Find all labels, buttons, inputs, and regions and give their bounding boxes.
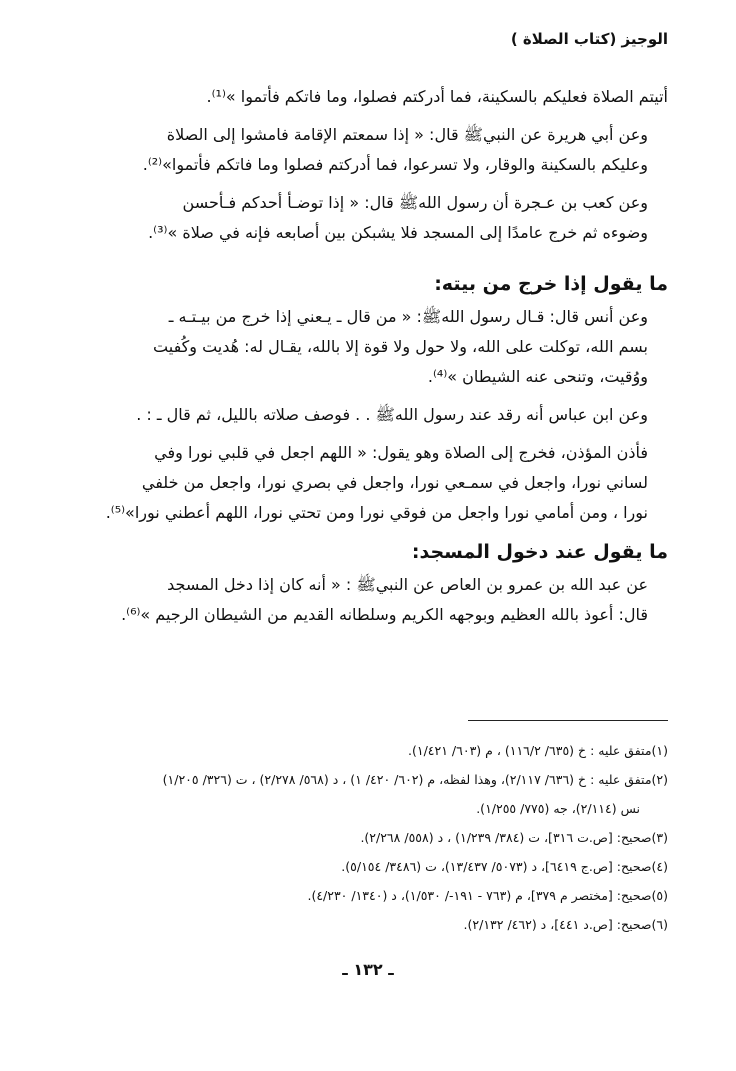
section-heading: ما يقول عند دخول المسجد: [411,541,668,563]
footnote-continuation: نس (٢/١١٤)، جه (٧٧٥/ ١/٢٥٥). [476,801,640,816]
paragraph [68,302,668,392]
text-line: ووُقيت، وتنحى عنه الشيطان »⁽⁴⁾. [427,367,648,386]
paragraph [68,82,668,112]
footnote: (١)متفق عليه : خ (٦٣٥/ ١١٦/٢) ، م (٦٠٣/ ١/٤٢١). [408,743,668,758]
text-line: وعن أبي هريرة عن النبيﷺ قال: « إذا سمعتم الإقامة فامشوا إلى الصلاة [166,125,648,144]
footnote: (٣)صحيح: [ص.ت ٣١٦]، ت (٣٨٤/ ١/٢٣٩) ، د (٥٥٨/ ٢/٢٦٨). [360,830,668,845]
paragraph [68,438,668,528]
text-line: عن عبد الله بن عمرو بن العاص عن النبيﷺ : « أنه كان إذا دخل المسجد [167,575,648,594]
text-line: وعن كعب بن عـجرة أن رسول اللهﷺ قال: « إذا توضـأ أحدكم فـأحسن [182,193,648,212]
text-line: قال: أعوذ بالله العظيم وبوجهه الكريم وسلطانه القديم من الشيطان الرجيم »⁽⁶⁾. [121,605,648,624]
footnote-separator [468,720,668,721]
text-line: وعن أنس قال: قـال رسول اللهﷺ: « من قال ـ يـعني إذا خرج من بيـتـه ـ [168,307,648,326]
paragraph [68,120,668,180]
footnote: (٥)صحيح: [مختصر م ٣٧٩]، م (٧٦٣ - ١٩١-/ ١/٥٣٠)، د (١٣٤٠/ ٤/٢٣٠). [307,888,668,903]
text-line: بسم الله، توكلت على الله، ولا حول ولا قوة إلا بالله، يقـال له: هُديت وكُفيت [153,337,648,356]
footnote: (٤)صحيح: [ص.ج ٦٤١٩]، د (٥٠٧٣/ ١٣/٤٣٧)، ت (٣٤٨٦/ ٥/١٥٤). [341,859,668,874]
main-text [68,82,668,638]
text-line: وعن ابن عباس أنه رقد عند رسول اللهﷺ . . فوصف صلاته بالليل، ثم قال ـ : . [136,405,648,424]
running-header: الوجيز (كتاب الصلاة ) [510,30,668,48]
text-line: أتيتم الصلاة فعليكم بالسكينة، فما أدركتم فصلوا، وما فاتكم فأتموا »⁽¹⁾. [206,87,668,106]
text-line: وضوءه ثم خرج عامدًا إلى المسجد فلا يشبكن بين أصابعه فإنه في صلاة »⁽³⁾. [148,223,648,242]
text-line: فأذن المؤذن، فخرج إلى الصلاة وهو يقول: « اللهم اجعل في قلبي نورا وفي [154,443,648,462]
text-line: لساني نورا، واجعل في سمـعي نورا، واجعل في بصري نورا، واجعل من خلفي [141,473,648,492]
footnote: (٦)صحيح: [ص.د ٤٤١]، د (٤٦٢/ ٢/١٣٢). [463,917,668,932]
paragraph [68,188,668,248]
section-heading: ما يقول إذا خرج من بيته: [434,273,668,295]
text-line: نورا ، ومن أمامي نورا واجعل من فوقي نورا ومن تحتي نورا، اللهم أعطني نورا»⁽⁵⁾. [105,503,648,522]
text-line: وعليكم بالسكينة والوقار، ولا تسرعوا، فما أدركتم فصلوا وما فاتكم فأتموا»⁽²⁾. [142,155,648,174]
paragraph [68,400,668,430]
paragraph [68,570,668,630]
footnote: (٢)متفق عليه : خ (٦٣٦/ ٢/١١٧)، وهذا لفظه، م (٦٠٢/ ٤٢٠/ ١) ، د (٥٦٨/ ٢/٢٧٨) ، ت (٣٢٦/ ١/٢٠٥) [162,772,668,787]
footnotes [68,736,668,939]
page-number: ـ ١٣٢ ـ [342,960,394,979]
